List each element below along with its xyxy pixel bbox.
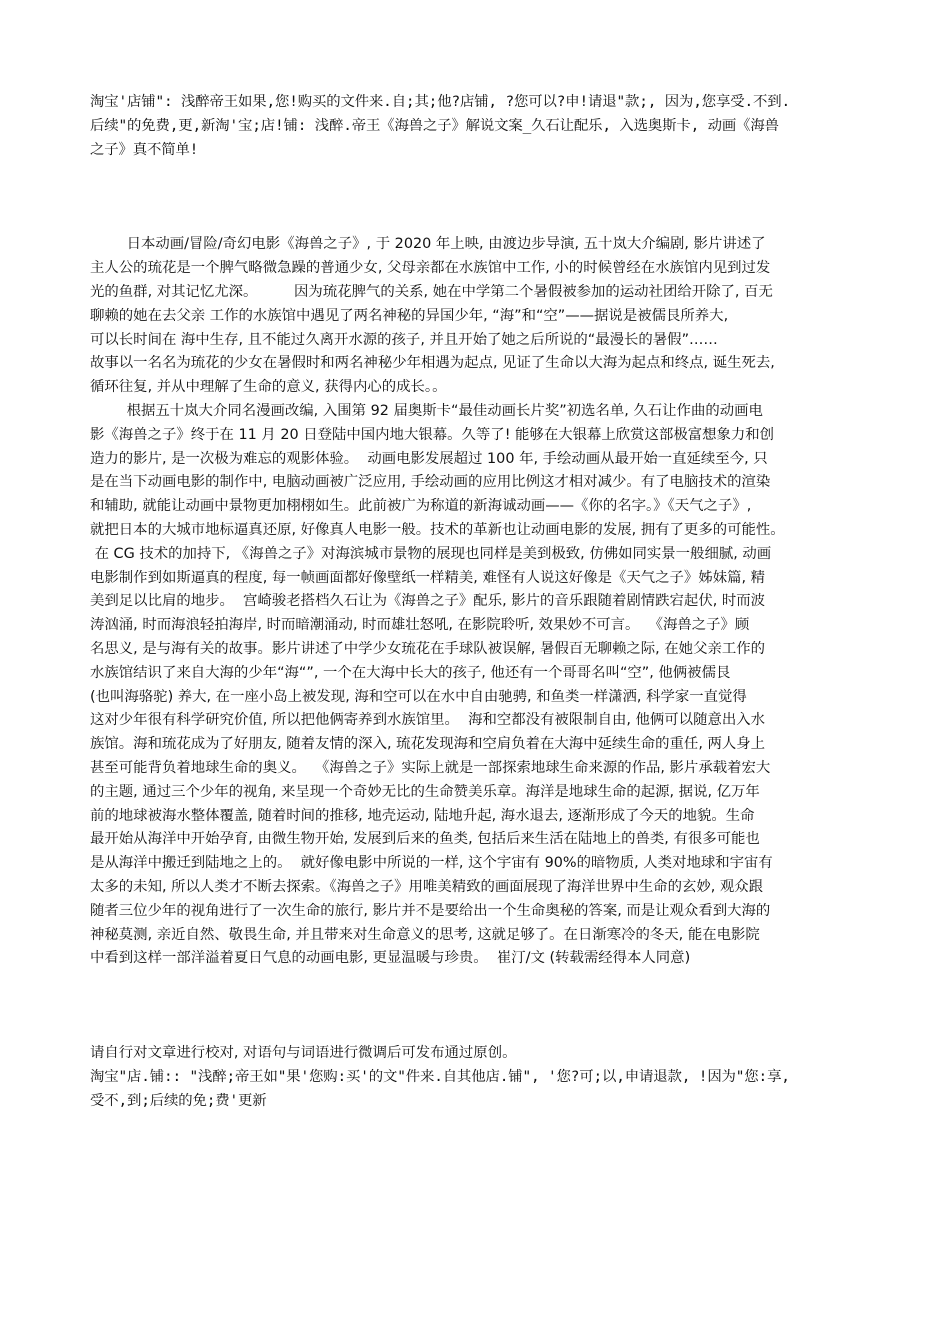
article-body	[90, 233, 865, 971]
header-line: 后续"的免费,更,新淘'宝;店!铺: 浅醉.帝王《海兽之子》解说文案_久石让配乐, 入选奥斯卡, 动画《海兽	[90, 117, 779, 134]
body-line: 聊赖的她在去父亲 工作的水族馆中遇见了两名神秘的异国少年, “海”和“空”——据说是被儒艮所养大,	[90, 307, 729, 324]
body-line: 神秘莫测, 亲近自然、敬畏生命, 并且带来对生命意义的思考, 这就足够了。在日渐寒冷的冬天, 能在电影院	[90, 926, 760, 943]
body-line: 随者三位少年的视角进行了一次生命的旅行, 影片并不是要给出一个生命奥秘的答案, 而是让观众看到大海的	[90, 902, 771, 919]
header-line: 之子》真不简单!	[90, 141, 199, 158]
body-line: 和辅助, 就能让动画中景物更加栩栩如生。此前被广为称道的新海诚动画——《你的名字。》《天气之子》,	[90, 498, 752, 515]
header-notice	[90, 91, 865, 162]
body-line: 名思义, 是与海有关的故事。影片讲述了中学少女琉花在手球队被误解, 暑假百无聊赖之际, 在她父亲工作的	[90, 640, 766, 657]
body-line: 就把日本的大城市地标逼真还原, 好像真人电影一般。技术的革新也让动画电影的发展, 拥有了更多的可能性。	[90, 521, 785, 538]
body-line: 日本动画/冒险/奇幻电影《海兽之子》, 于 2020 年上映, 由渡边步导演, 五十岚大介编剧, 影片讲述了	[90, 236, 766, 253]
spacer	[90, 971, 865, 1042]
body-line: 主人公的琉花是一个脾气略微急躁的普通少女, 父母亲都在水族馆中工作, 小的时候曾经在水族馆内见到过发	[90, 260, 771, 277]
body-line: 涛汹涌, 时而海浪轻拍海岸, 时而暗潮涌动, 时而雄壮怒吼, 在影院聆听, 效果妙不可言。 《海兽之子》顾	[90, 617, 750, 634]
body-line: 光的鱼群, 对其记忆尤深。 因为琉花脾气的关系, 她在中学第二个暑假被参加的运动社团给开除了, 百无	[90, 283, 773, 300]
body-line: (也叫海骆驼) 养大, 在一座小岛上被发现, 海和空可以在水中自由驰骋, 和鱼类一样潇洒, 科学家一直觉得	[90, 688, 747, 705]
body-line: 电影制作到如斯逼真的程度, 每一帧画面都好像壁纸一样精美, 难怪有人说这好像是《天气之子》姊妹篇, 精	[90, 569, 766, 586]
body-line: 这对少年很有科学研究价值, 所以把他俩寄养到水族馆里。 海和空都没有被限制自由, 他俩可以随意出入水	[90, 712, 766, 729]
footer-line: 受不,到;后续的免;费'更新	[90, 1092, 267, 1109]
body-line: 是在当下动画电影的制作中, 电脑动画被广泛应用, 手绘动画的应用比例这才相对减少。有了电脑技术的渲染	[90, 474, 771, 491]
body-line: 最开始从海洋中开始孕育, 由微生物开始, 发展到后来的鱼类, 包括后来生活在陆地上的兽类, 有很多可能也	[90, 831, 760, 848]
body-line: 中看到这样一部洋溢着夏日气息的动画电影, 更显温暖与珍贵。 崔汀/文 (转载需经得本人同意)	[90, 950, 691, 967]
footer-notice	[90, 1042, 865, 1113]
body-line: 故事以一名名为琉花的少女在暑假时和两名神秘少年相遇为起点, 见证了生命以大海为起点和终点, 诞生死去,	[90, 355, 775, 372]
body-line: 水族馆结识了来自大海的少年“海“”, 一个在大海中长大的孩子, 他还有一个哥哥名叫“空”, 他俩被儒艮	[90, 664, 731, 681]
body-line: 根据五十岚大介同名漫画改编, 入围第 92 届奥斯卡“最佳动画长片奖”初选名单, 久石让作曲的动画电	[90, 402, 763, 419]
body-line: 前的地球被海水整体覆盖, 随着时间的推移, 地壳运动, 陆地升起, 海水退去, 逐渐形成了今天的地貌。生命	[90, 807, 755, 824]
footer-line: 请自行对文章进行校对, 对语句与词语进行微调后可发布通过原创。	[90, 1045, 517, 1062]
document-page	[90, 91, 865, 1113]
body-line: 造力的影片, 是一次极为难忘的观影体验。 动画电影发展超过 100 年, 手绘动画从最开始一直延续至今, 只	[90, 450, 768, 467]
header-line: 淘宝'店铺": 浅醉帝王如果,您!购买的文件来.自;其;他?店铺, ?您可以?申!请退"款;, 因为,您享受.不到.	[90, 94, 790, 110]
body-line: 甚至可能背负着地球生命的奥义。 《海兽之子》实际上就是一部探索地球生命来源的作品, 影片承载着宏大	[90, 759, 771, 776]
footer-line: 淘宝"店.铺:: "浅醉;帝王如"果'您购:买'的文"件来.自其他店.铺", '您?可;以,申请退款, !因为"您:享,	[90, 1068, 790, 1085]
body-line: 循环往复, 并从中理解了生命的意义, 获得内心的成长。。	[90, 379, 447, 396]
body-line: 的主题, 通过三个少年的视角, 来呈现一个奇妙无比的生命赞美乐章。海洋是地球生命的起源, 据说, 亿万年	[90, 783, 760, 800]
body-line: 可以长时间在 海中生存, 且不能过久离开水源的孩子, 并且开始了她之后所说的“最漫长的暑假”……	[90, 331, 718, 348]
body-line: 是从海洋中搬迁到陆地之上的。 就好像电影中所说的一样, 这个宇宙有 90%的暗物质, 人类对地球和宇宙有	[90, 855, 773, 872]
body-line: 在 CG 技术的加持下, 《海兽之子》对海滨城市景物的展现也同样是美到极致, 仿佛如同实景一般细腻, 动画	[90, 545, 772, 562]
body-line: 族馆。海和琉花成为了好朋友, 随着友情的深入, 琉花发现海和空肩负着在大海中延续生命的重任, 两人身上	[90, 736, 766, 753]
spacer	[90, 162, 865, 233]
body-line: 美到足以比肩的地步。 宫崎骏老搭档久石让为《海兽之子》配乐, 影片的音乐跟随着剧情跌宕起伏, 时而波	[90, 593, 766, 610]
body-line: 太多的未知, 所以人类才不断去探索。《海兽之子》用唯美精致的画面展现了海洋世界中生命的玄妙, 观众跟	[90, 878, 764, 895]
body-line: 影《海兽之子》终于在 11 月 20 日登陆中国内地大银幕。久等了! 能够在大银幕上欣赏这部极富想象力和创	[90, 426, 775, 443]
